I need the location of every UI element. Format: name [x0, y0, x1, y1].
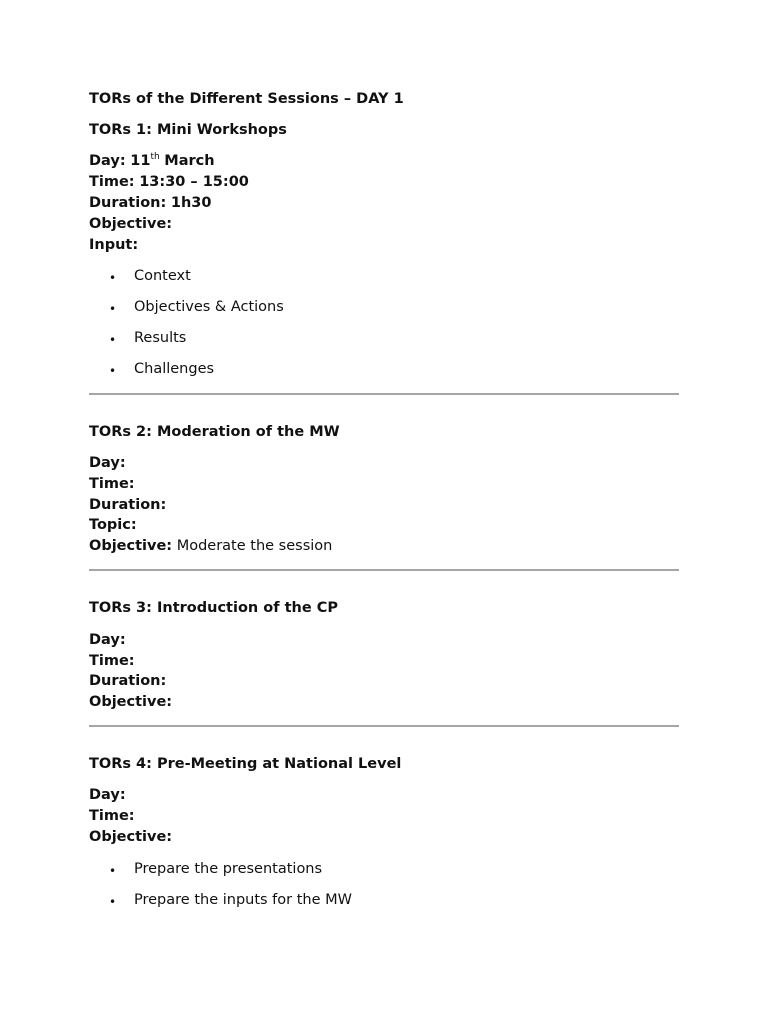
- day-value: 11: [130, 153, 151, 169]
- section-1-duration: [89, 195, 211, 211]
- section-2-time: [89, 476, 135, 492]
- section-4-heading: TORs 4: Pre-Meeting at National Level: [89, 756, 402, 772]
- duration-label: Duration:: [89, 497, 167, 513]
- time-label: Time:: [89, 476, 135, 492]
- objective-label: Objective:: [89, 538, 173, 554]
- duration-label: Duration:: [89, 195, 167, 211]
- bullet-icon: •: [109, 895, 117, 909]
- document-title: TORs of the Different Sessions – DAY 1: [89, 91, 404, 107]
- duration-value: 1h30: [170, 195, 212, 211]
- objective-label: Objective:: [89, 829, 173, 845]
- duration-label: Duration:: [89, 673, 167, 689]
- list-item-text: Prepare the inputs for the MW: [134, 892, 352, 908]
- list-item-text: Results: [134, 330, 187, 346]
- section-divider: [89, 725, 679, 727]
- section-2-topic: [89, 517, 137, 533]
- objective-value: Moderate the session: [176, 538, 333, 554]
- section-1-objective: [89, 216, 172, 232]
- time-label: Time:: [89, 174, 135, 190]
- day-label: Day:: [89, 153, 126, 169]
- time-value: 13:30 – 15:00: [139, 174, 249, 190]
- day-label: Day:: [89, 632, 126, 648]
- section-2-heading: TORs 2: Moderation of the MW: [89, 424, 340, 440]
- section-4-time: [89, 808, 135, 824]
- list-item-text: Prepare the presentations: [134, 861, 323, 877]
- section-2-day: [89, 455, 126, 471]
- time-label: Time:: [89, 808, 135, 824]
- section-2-duration: [89, 497, 166, 513]
- topic-label: Topic:: [89, 517, 137, 533]
- list-item-text: Challenges: [134, 361, 215, 377]
- section-1-time: [89, 174, 249, 190]
- section-3-duration: [89, 673, 166, 689]
- day-ordinal-suffix: th: [150, 152, 160, 162]
- bullet-icon: •: [109, 364, 117, 378]
- section-4-objective: [89, 829, 172, 845]
- day-label: Day:: [89, 787, 126, 803]
- time-label: Time:: [89, 653, 135, 669]
- section-1-day: [89, 153, 215, 169]
- list-item-text: Context: [134, 268, 191, 284]
- bullet-icon: •: [109, 271, 117, 285]
- objective-label: Objective:: [89, 694, 173, 710]
- day-month: March: [164, 153, 215, 169]
- section-divider: [89, 569, 679, 571]
- section-2-objective: [89, 538, 332, 554]
- section-3-day: [89, 632, 126, 648]
- input-label: Input:: [89, 237, 139, 253]
- section-1-heading: TORs 1: Mini Workshops: [89, 122, 287, 138]
- section-3-heading: TORs 3: Introduction of the CP: [89, 600, 339, 616]
- objective-label: Objective:: [89, 216, 173, 232]
- bullet-icon: •: [109, 302, 117, 316]
- day-label: Day:: [89, 455, 126, 471]
- list-item-text: Objectives & Actions: [134, 299, 284, 315]
- bullet-icon: •: [109, 333, 117, 347]
- section-divider: [89, 393, 679, 395]
- section-3-objective: [89, 694, 172, 710]
- section-1-input: [89, 237, 138, 253]
- section-3-time: [89, 653, 135, 669]
- section-4-day: [89, 787, 126, 803]
- bullet-icon: •: [109, 864, 117, 878]
